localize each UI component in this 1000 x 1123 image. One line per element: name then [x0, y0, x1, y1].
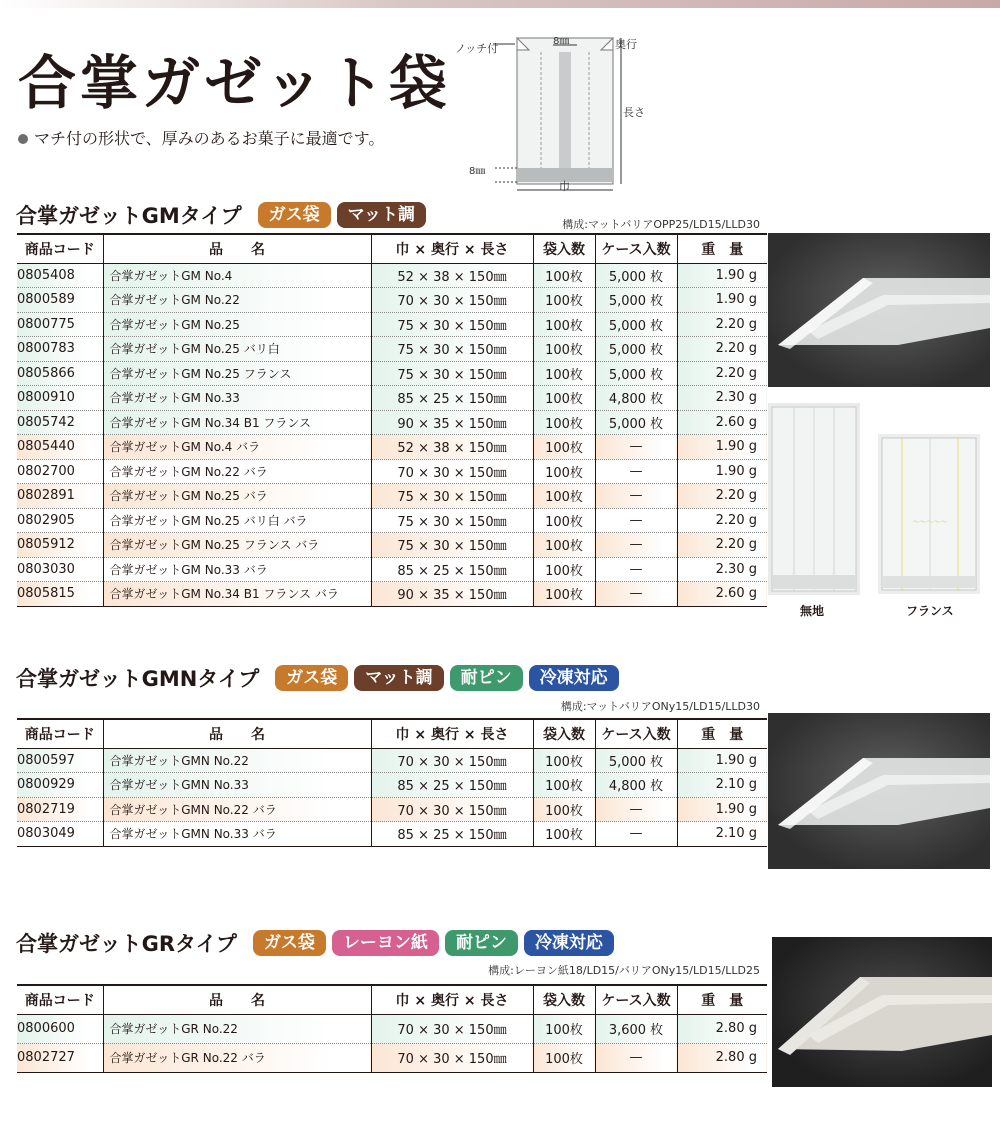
- cell-name: 合掌ガゼットGR No.22 バラ: [103, 1043, 371, 1072]
- cell-name: 合掌ガゼットGM No.4 バラ: [103, 435, 371, 460]
- cell-weight: 1.90 g: [677, 263, 767, 288]
- cell-qty: 100枚: [533, 797, 595, 822]
- cell-case: 5,000 枚: [595, 312, 677, 337]
- france-bag-image: [878, 434, 980, 594]
- cell-size: 70 × 30 × 150㎜: [371, 748, 533, 773]
- page-title: 合掌ガゼット袋: [18, 49, 451, 117]
- cell-qty: 100枚: [533, 557, 595, 582]
- header-name: 品 名: [103, 234, 371, 263]
- header-name: 品 名: [103, 985, 371, 1014]
- gr-section-header: [16, 928, 620, 958]
- cell-qty: 100枚: [533, 582, 595, 607]
- cell-case: —: [595, 533, 677, 558]
- cell-size: 70 × 30 × 150㎜: [371, 797, 533, 822]
- cell-qty: 100枚: [533, 288, 595, 313]
- table-row: [17, 582, 767, 607]
- length-label: 長さ: [623, 106, 645, 119]
- table-row: [17, 288, 767, 313]
- table-header-row: [17, 719, 767, 748]
- cell-case: —: [595, 459, 677, 484]
- cell-code: 0802891: [17, 484, 103, 509]
- cell-size: 52 × 38 × 150㎜: [371, 435, 533, 460]
- cell-qty: 100枚: [533, 337, 595, 362]
- cell-size: 75 × 30 × 150㎜: [371, 361, 533, 386]
- cell-code: 0800600: [17, 1014, 103, 1043]
- table-row: [17, 484, 767, 509]
- cell-code: 0803030: [17, 557, 103, 582]
- cell-code: 0802719: [17, 797, 103, 822]
- header-qty: 袋入数: [533, 234, 595, 263]
- badge-pinhole: 耐ピン: [445, 930, 518, 956]
- gm-composition: 構成:マットバリアOPP25/LD15/LLD30: [562, 218, 760, 231]
- cell-case: —: [595, 797, 677, 822]
- cell-weight: 2.30 g: [677, 386, 767, 411]
- cell-size: 90 × 35 × 150㎜: [371, 410, 533, 435]
- top-accent-line: [0, 0, 1000, 8]
- cell-name: 合掌ガゼットGM No.33 バラ: [103, 557, 371, 582]
- table-header-row: [17, 985, 767, 1014]
- cell-name: 合掌ガゼットGM No.25 フランス バラ: [103, 533, 371, 558]
- cell-weight: 2.20 g: [677, 312, 767, 337]
- cell-qty: 100枚: [533, 748, 595, 773]
- header-size: 巾 × 奥行 × 長さ: [371, 719, 533, 748]
- cell-size: 75 × 30 × 150㎜: [371, 337, 533, 362]
- cell-name: 合掌ガゼットGM No.25 フランス: [103, 361, 371, 386]
- cell-code: 0805866: [17, 361, 103, 386]
- gr-composition: 構成:レーヨン紙18/LD15/バリアONy15/LD15/LLD25: [488, 964, 760, 977]
- cell-name: 合掌ガゼットGM No.22: [103, 288, 371, 313]
- badge-frozen: 冷凍対応: [529, 665, 619, 691]
- cell-weight: 2.80 g: [677, 1043, 767, 1072]
- header-code: 商品コード: [17, 234, 103, 263]
- cell-qty: 100枚: [533, 312, 595, 337]
- badge-gas: ガス袋: [258, 202, 331, 228]
- cell-size: 75 × 30 × 150㎜: [371, 533, 533, 558]
- france-caption: フランス: [906, 604, 954, 618]
- cell-code: 0800929: [17, 773, 103, 798]
- cell-case: —: [595, 508, 677, 533]
- gm-section-header: [16, 200, 432, 230]
- cell-code: 0803049: [17, 822, 103, 847]
- bottom-width-label: 8㎜: [469, 166, 486, 177]
- cell-weight: 2.20 g: [677, 337, 767, 362]
- cell-case: —: [595, 582, 677, 607]
- gm-section-title: 合掌ガゼットGMタイプ: [16, 204, 242, 228]
- cell-name: 合掌ガゼットGMN No.22 バラ: [103, 797, 371, 822]
- cell-code: 0805440: [17, 435, 103, 460]
- cell-case: 4,800 枚: [595, 386, 677, 411]
- cell-code: 0805408: [17, 263, 103, 288]
- page-subtitle: [18, 126, 384, 149]
- cell-weight: 2.80 g: [677, 1014, 767, 1043]
- cell-size: 85 × 25 × 150㎜: [371, 386, 533, 411]
- cell-qty: 100枚: [533, 508, 595, 533]
- cell-weight: 1.90 g: [677, 288, 767, 313]
- cell-case: —: [595, 1043, 677, 1072]
- svg-text:〜〜〜〜〜: 〜〜〜〜〜: [912, 518, 948, 526]
- plain-bag-image: [768, 403, 860, 595]
- cell-weight: 1.90 g: [677, 748, 767, 773]
- table-row: [17, 410, 767, 435]
- badge-frozen: 冷凍対応: [524, 930, 614, 956]
- cell-name: 合掌ガゼットGM No.34 B1 フランス: [103, 410, 371, 435]
- table-row: [17, 773, 767, 798]
- cell-code: 0802700: [17, 459, 103, 484]
- table-row: [17, 557, 767, 582]
- plain-bag-photo: [768, 403, 860, 595]
- cell-name: 合掌ガゼットGM No.25 バリ白 バラ: [103, 508, 371, 533]
- cell-qty: 100枚: [533, 484, 595, 509]
- cell-case: —: [595, 435, 677, 460]
- cell-code: 0800597: [17, 748, 103, 773]
- table-row: [17, 797, 767, 822]
- header-code: 商品コード: [17, 985, 103, 1014]
- cell-qty: 100枚: [533, 822, 595, 847]
- cell-code: 0800775: [17, 312, 103, 337]
- header-name: 品 名: [103, 719, 371, 748]
- header-weight: 重 量: [677, 985, 767, 1014]
- table-row: [17, 508, 767, 533]
- cell-size: 85 × 25 × 150㎜: [371, 773, 533, 798]
- cell-qty: 100枚: [533, 533, 595, 558]
- table-row: [17, 459, 767, 484]
- cell-case: 5,000 枚: [595, 337, 677, 362]
- gr-section-title: 合掌ガゼットGRタイプ: [16, 932, 237, 956]
- cell-case: 5,000 枚: [595, 361, 677, 386]
- header-case: ケース入数: [595, 719, 677, 748]
- badge-gas: ガス袋: [253, 930, 326, 956]
- cell-case: —: [595, 557, 677, 582]
- cell-weight: 2.10 g: [677, 822, 767, 847]
- cell-code: 0800589: [17, 288, 103, 313]
- cell-case: 5,000 枚: [595, 288, 677, 313]
- cell-size: 90 × 35 × 150㎜: [371, 582, 533, 607]
- header-code: 商品コード: [17, 719, 103, 748]
- cell-code: 0802905: [17, 508, 103, 533]
- cell-case: —: [595, 484, 677, 509]
- bullet-icon: [18, 134, 28, 144]
- header-size: 巾 × 奥行 × 長さ: [371, 985, 533, 1014]
- table-row: [17, 337, 767, 362]
- header-weight: 重 量: [677, 234, 767, 263]
- badge-pinhole: 耐ピン: [450, 665, 523, 691]
- cell-case: 4,800 枚: [595, 773, 677, 798]
- cell-qty: 100枚: [533, 435, 595, 460]
- france-bag-photo: [878, 434, 980, 594]
- cell-case: —: [595, 822, 677, 847]
- table-row: [17, 533, 767, 558]
- cell-weight: 2.60 g: [677, 410, 767, 435]
- notch-label: ノッチ付: [455, 42, 499, 55]
- badge-rayon: レーヨン紙: [332, 930, 439, 956]
- badge-matte: マット調: [354, 665, 443, 691]
- cell-name: 合掌ガゼットGM No.25 バラ: [103, 484, 371, 509]
- table-row: [17, 822, 767, 847]
- gmn-bag-image: [768, 713, 990, 869]
- gmn-product-table: [17, 718, 767, 847]
- plain-caption: 無地: [800, 604, 825, 618]
- cell-weight: 2.20 g: [677, 361, 767, 386]
- table-row: [17, 748, 767, 773]
- cell-name: 合掌ガゼットGMN No.22: [103, 748, 371, 773]
- gm-product-table: [17, 233, 767, 607]
- cell-weight: 1.90 g: [677, 459, 767, 484]
- cell-weight: 2.20 g: [677, 533, 767, 558]
- cell-code: 0800910: [17, 386, 103, 411]
- cell-weight: 2.20 g: [677, 508, 767, 533]
- gr-product-photo: [772, 937, 992, 1087]
- table-row: [17, 1043, 767, 1072]
- gmn-section-header: [16, 663, 625, 693]
- cell-code: 0800783: [17, 337, 103, 362]
- cell-size: 70 × 30 × 150㎜: [371, 288, 533, 313]
- cell-size: 75 × 30 × 150㎜: [371, 484, 533, 509]
- badge-gas: ガス袋: [275, 665, 348, 691]
- cell-case: 5,000 枚: [595, 748, 677, 773]
- header-qty: 袋入数: [533, 719, 595, 748]
- gr-bag-image: [772, 937, 992, 1087]
- cell-weight: 1.90 g: [677, 797, 767, 822]
- cell-case: 3,600 枚: [595, 1014, 677, 1043]
- gm-bag-image: [768, 233, 990, 387]
- cell-name: 合掌ガゼットGM No.22 バラ: [103, 459, 371, 484]
- depth-label: 奥行: [615, 38, 637, 51]
- gr-product-table: [17, 984, 767, 1073]
- table-row: [17, 361, 767, 386]
- cell-code: 0805742: [17, 410, 103, 435]
- cell-size: 52 × 38 × 150㎜: [371, 263, 533, 288]
- table-row: [17, 1014, 767, 1043]
- cell-qty: 100枚: [533, 773, 595, 798]
- cell-name: 合掌ガゼットGR No.22: [103, 1014, 371, 1043]
- cell-size: 70 × 30 × 150㎜: [371, 1014, 533, 1043]
- cell-size: 70 × 30 × 150㎜: [371, 459, 533, 484]
- cell-weight: 2.60 g: [677, 582, 767, 607]
- header-weight: 重 量: [677, 719, 767, 748]
- gmn-product-photo: [768, 713, 990, 869]
- width-label: 巾: [559, 180, 570, 193]
- header-case: ケース入数: [595, 234, 677, 263]
- cell-code: 0805912: [17, 533, 103, 558]
- cell-case: 5,000 枚: [595, 410, 677, 435]
- cell-name: 合掌ガゼットGM No.25 バリ白: [103, 337, 371, 362]
- table-header-row: [17, 234, 767, 263]
- cell-weight: 2.10 g: [677, 773, 767, 798]
- table-row: [17, 435, 767, 460]
- cell-name: 合掌ガゼットGM No.33: [103, 386, 371, 411]
- header-size: 巾 × 奥行 × 長さ: [371, 234, 533, 263]
- cell-code: 0805815: [17, 582, 103, 607]
- subtitle-text: マチ付の形状で、厚みのあるお菓子に最適です。: [34, 129, 385, 148]
- cell-name: 合掌ガゼットGM No.25: [103, 312, 371, 337]
- cell-name: 合掌ガゼットGMN No.33: [103, 773, 371, 798]
- cell-weight: 2.20 g: [677, 484, 767, 509]
- cell-qty: 100枚: [533, 361, 595, 386]
- cell-size: 75 × 30 × 150㎜: [371, 508, 533, 533]
- cell-weight: 2.30 g: [677, 557, 767, 582]
- gmn-section-title: 合掌ガゼットGMNタイプ: [16, 667, 260, 691]
- cell-name: 合掌ガゼットGMN No.33 バラ: [103, 822, 371, 847]
- bag-dimension-diagram: [455, 28, 645, 196]
- cell-size: 85 × 25 × 150㎜: [371, 822, 533, 847]
- header-case: ケース入数: [595, 985, 677, 1014]
- cell-weight: 1.90 g: [677, 435, 767, 460]
- cell-size: 70 × 30 × 150㎜: [371, 1043, 533, 1072]
- cell-qty: 100枚: [533, 410, 595, 435]
- cell-name: 合掌ガゼットGM No.4: [103, 263, 371, 288]
- gm-product-photo: [768, 233, 990, 387]
- cell-qty: 100枚: [533, 1043, 595, 1072]
- gmn-composition: 構成:マットバリアONy15/LD15/LLD30: [560, 700, 760, 713]
- table-row: [17, 263, 767, 288]
- cell-case: 5,000 枚: [595, 263, 677, 288]
- cell-qty: 100枚: [533, 1014, 595, 1043]
- cell-qty: 100枚: [533, 263, 595, 288]
- table-row: [17, 386, 767, 411]
- cell-size: 75 × 30 × 150㎜: [371, 312, 533, 337]
- badge-matte: マット調: [337, 202, 426, 228]
- cell-code: 0802727: [17, 1043, 103, 1072]
- header-qty: 袋入数: [533, 985, 595, 1014]
- top-width-label: 8㎜: [553, 36, 570, 47]
- cell-qty: 100枚: [533, 459, 595, 484]
- cell-size: 85 × 25 × 150㎜: [371, 557, 533, 582]
- table-row: [17, 312, 767, 337]
- cell-qty: 100枚: [533, 386, 595, 411]
- cell-name: 合掌ガゼットGM No.34 B1 フランス バラ: [103, 582, 371, 607]
